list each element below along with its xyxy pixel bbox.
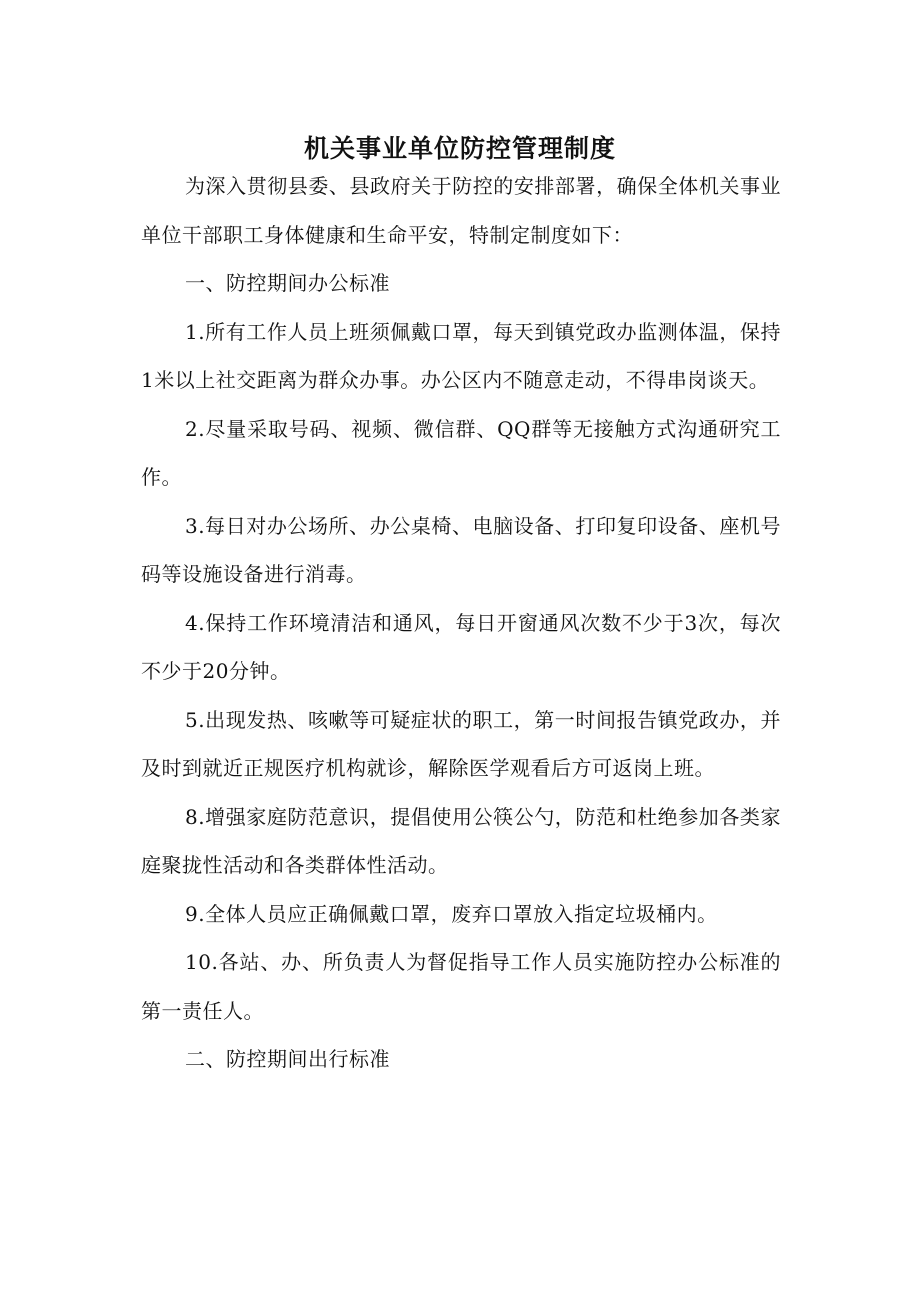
rule-item-9: 9.全体人员应正确佩戴口罩，废弃口罩放入指定垃圾桶内。	[185, 901, 718, 926]
intro-paragraph: 为深入贯彻县委、县政府关于防控的安排部署，确保全体机关事业单位干部职工身体健康和生命平安，特制定制度如下：	[141, 174, 781, 247]
section-heading-office-standards: 一、防控期间办公标准	[185, 271, 390, 295]
rule-item-5: 5.出现发热、咳嗽等可疑症状的职工，第一时间报告镇党政办，并及时到就近正规医疗机构就诊，解除医学观看后方可返岗上班。	[141, 707, 781, 780]
rule-item-3: 3.每日对办公场所、办公桌椅、电脑设备、打印复印设备、座机号码等设施设备进行消毒。	[141, 513, 781, 586]
rule-item-1: 1.所有工作人员上班须佩戴口罩，每天到镇党政办监测体温，保持1米以上社交距离为群众办事。办公区内不随意走动，不得串岗谈天。	[141, 319, 781, 392]
rule-item-8: 8.增强家庭防范意识，提倡使用公筷公勺，防范和杜绝参加各类家庭聚拢性活动和各类群体性活动。	[141, 804, 781, 877]
document-title: 机关事业单位防控管理制度	[303, 133, 616, 163]
rule-item-2: 2.尽量采取号码、视频、微信群、QQ群等无接触方式沟通研究工作。	[141, 416, 781, 489]
rule-item-4: 4.保持工作环境清洁和通风，每日开窗通风次数不少于3次，每次不少于20分钟。	[141, 610, 781, 683]
rule-item-10: 10.各站、办、所负责人为督促指导工作人员实施防控办公标准的第一责任人。	[141, 950, 781, 1023]
section-heading-travel-standards: 二、防控期间出行标准	[185, 1047, 390, 1071]
document-body	[141, 162, 781, 1084]
